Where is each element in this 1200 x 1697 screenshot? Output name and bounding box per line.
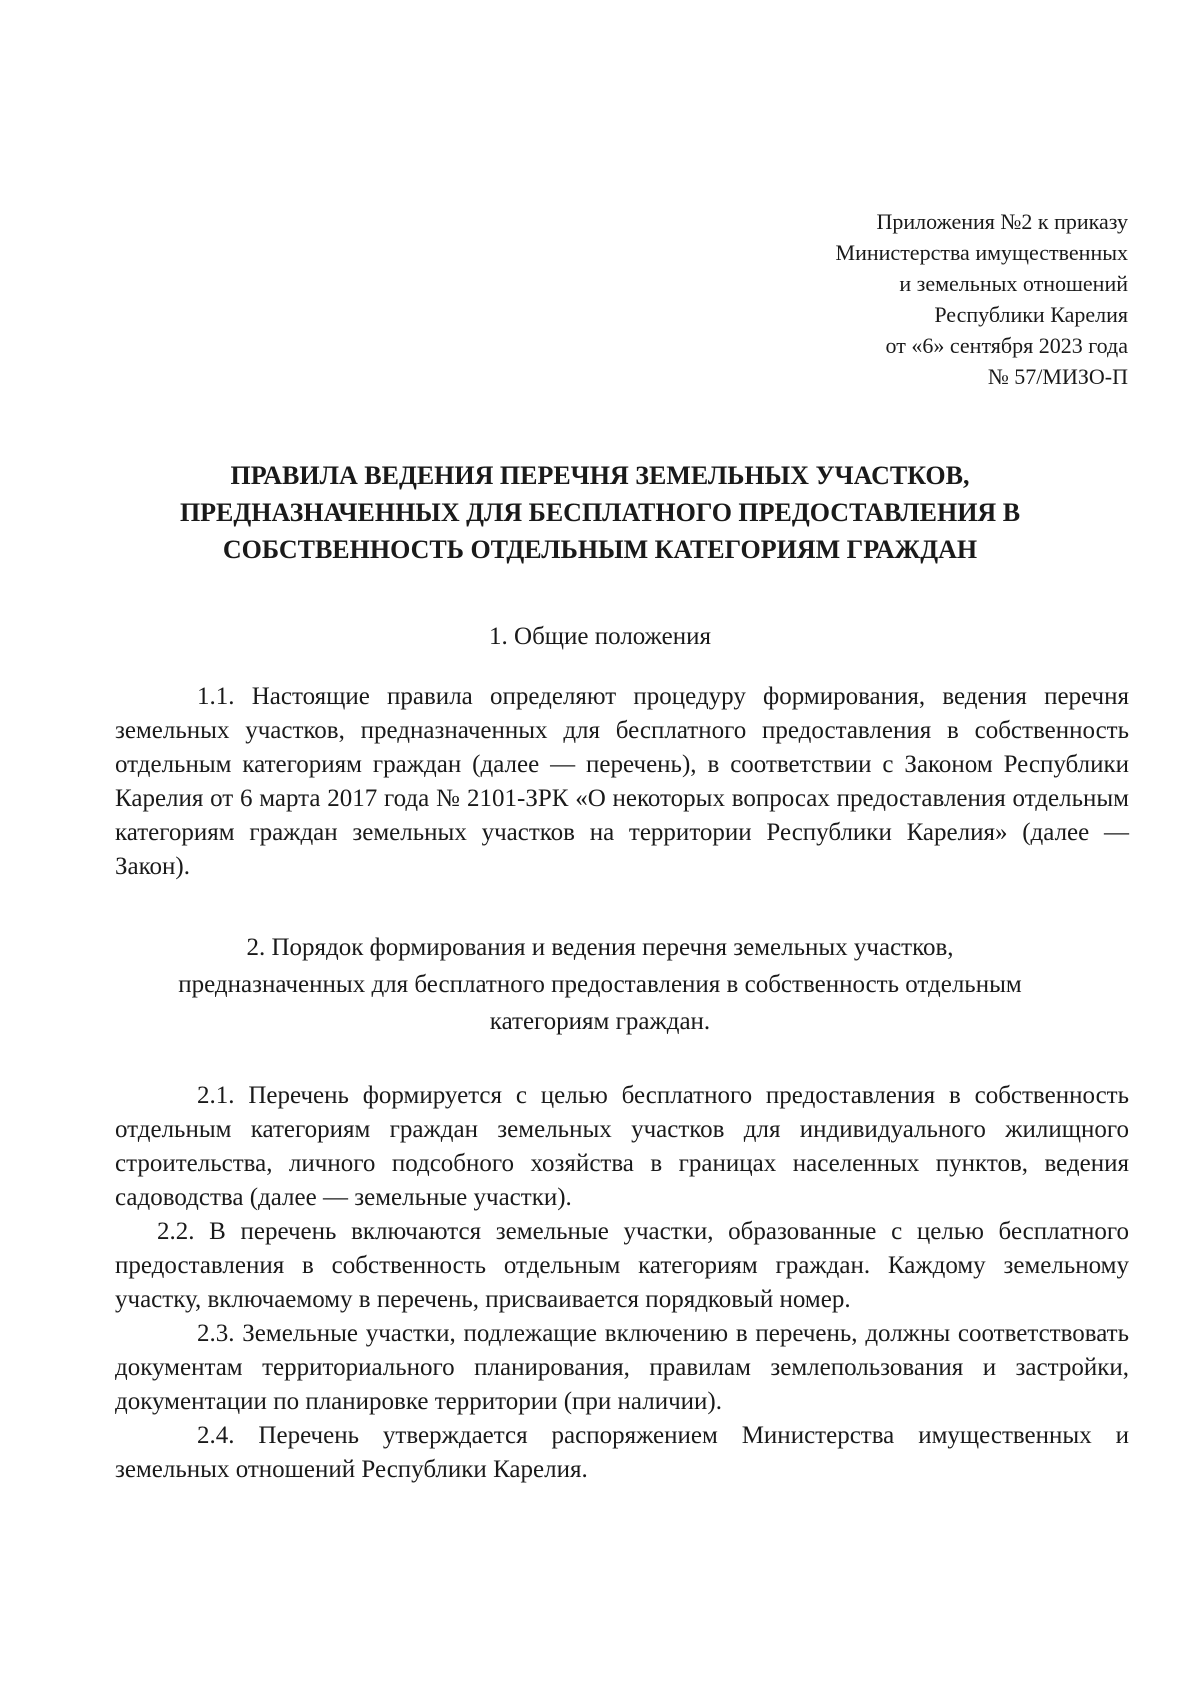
paragraph-2-1: 2.1. Перечень формируется с целью бесплатного предоставления в собственность отдельным категориям граждан земельных участков для индивидуального жилищного строительства, личного подсобного хозяйства в границах населенных пунктов, ведения садоводства (далее — земельные участки). [115, 1082, 1129, 1211]
header-line: № 57/МИЗО-П [987, 364, 1128, 389]
paragraph-2-4: 2.4. Перечень утверждается распоряжением Министерства имущественных и земельных отношений Республики Карелия. [115, 1422, 1129, 1483]
header-line: от «6» сентября 2023 года [885, 333, 1128, 358]
section-2-body [115, 1079, 1129, 1487]
section-2-heading [80, 929, 1120, 1040]
header-line: Республики Карелия [934, 302, 1128, 327]
section-1-body [115, 680, 1129, 884]
section-2-heading-line: категориям граждан. [489, 1008, 711, 1035]
header-line: и земельных отношений [899, 271, 1128, 296]
paragraph-1-1: 1.1. Настоящие правила определяют процедуру формирования, ведения перечня земельных участков, предназначенных для бесплатного предоставления в собственность отдельным категориям граждан (далее — перечень), в соответствии с Законом Республики Карелия от 6 марта 2017 года № 2101-ЗРК «О некоторых вопросах предоставления отдельным категориям граждан земельных участков на территории Республики Карелия» (далее — Закон). [115, 683, 1129, 880]
document-title [100, 457, 1100, 568]
title-line: ПРАВИЛА ВЕДЕНИЯ ПЕРЕЧНЯ ЗЕМЕЛЬНЫХ УЧАСТКОВ, [230, 461, 970, 490]
paragraph-2-2: 2.2. В перечень включаются земельные участки, образованные с целью бесплатного предоставления в собственность отдельным категориям граждан. Каждому земельному участку, включаемому в перечень, присваивается порядковый номер. [115, 1218, 1129, 1313]
appendix-header [608, 206, 1128, 392]
section-2-heading-line: предназначенных для бесплатного предоставления в собственность отдельным [178, 971, 1022, 998]
title-line: ПРЕДНАЗНАЧЕННЫХ ДЛЯ БЕСПЛАТНОГО ПРЕДОСТАВЛЕНИЯ В [179, 498, 1021, 527]
section-1-heading: 1. Общие положения [489, 623, 711, 650]
paragraph-2-3: 2.3. Земельные участки, подлежащие включению в перечень, должны соответствовать документам территориального планирования, правилам землепользования и застройки, документации по планировке территории (при наличии). [115, 1320, 1129, 1415]
title-line: СОБСТВЕННОСТЬ ОТДЕЛЬНЫМ КАТЕГОРИЯМ ГРАЖДАН [222, 535, 978, 564]
header-line: Министерства имущественных [835, 240, 1128, 265]
header-line: Приложения №2 к приказу [876, 209, 1128, 234]
section-2-heading-line: 2. Порядок формирования и ведения перечня земельных участков, [246, 934, 954, 961]
